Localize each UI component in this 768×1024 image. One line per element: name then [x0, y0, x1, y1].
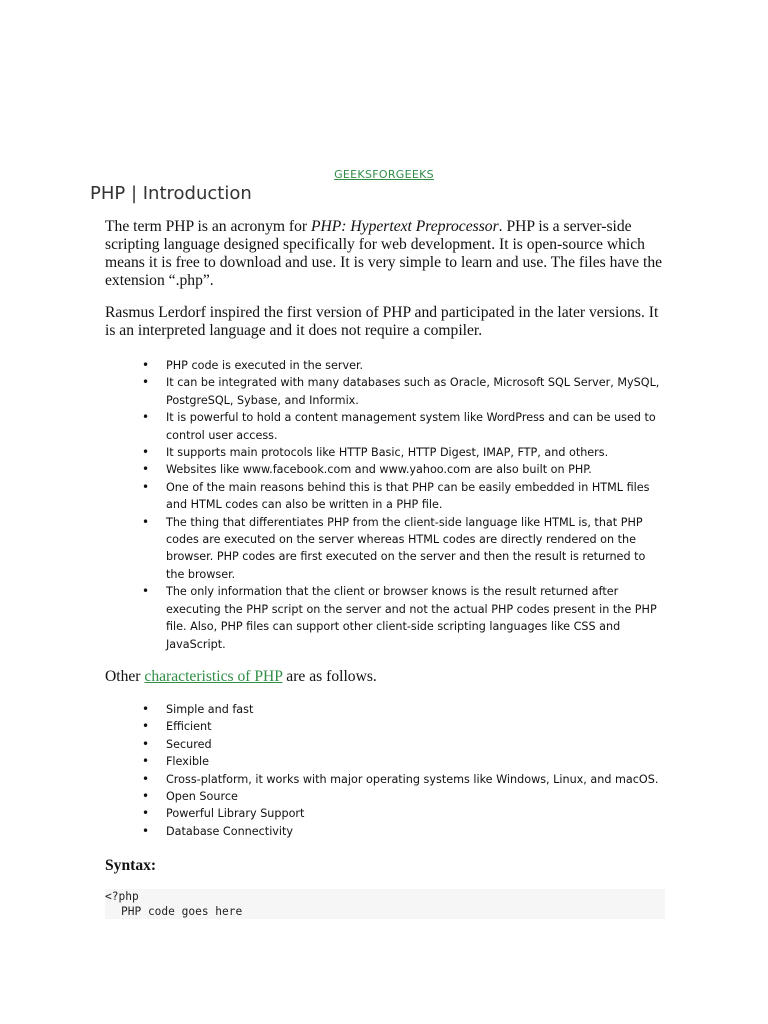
list-item: • It is powerful to hold a content management system like WordPress and can be used to control user access.	[105, 409, 665, 444]
code-block	[105, 889, 665, 919]
list-item: • Database Connectivity	[105, 823, 665, 840]
list-item: • Secured	[105, 736, 665, 753]
acronym-expansion: PHP: Hypertext Preprocessor	[311, 218, 499, 235]
list-item: • One of the main reasons behind this is that PHP can be easily embedded in HTML files and HTML codes can also be written in a PHP file.	[105, 479, 665, 514]
syntax-heading: Syntax:	[105, 857, 157, 875]
list-item: • The only information that the client or browser knows is the result returned after executing the PHP script on the server and not the actual PHP codes present in the PHP file. Also, PHP files can support other client-side scripting languages like CSS and JavaScript.	[105, 583, 665, 653]
history-paragraph: Rasmus Lerdorf inspired the first version of PHP and participated in the later versions. It is an interpreted language and it does not require a compiler.	[105, 304, 659, 339]
characteristics-intro	[105, 668, 665, 686]
list-item: • Flexible	[105, 753, 665, 770]
list-item: • Simple and fast	[105, 701, 665, 718]
intro-text-end: . PHP is a server-side scripting language designed specifically for web development. It is open-source which means it is free to download and use. It is very simple to learn and use. The files have the extension “.php”.	[105, 218, 663, 289]
list-item: • The thing that differentiates PHP from the client-side language like HTML is, that PHP codes are executed on the server whereas HTML codes are directly rendered on the browser. PHP codes are first executed on the server and then the result is returned to the browser.	[105, 514, 665, 584]
code-line: PHP code goes here	[121, 905, 243, 919]
code-line: <?php	[105, 890, 139, 904]
list-item: • Efficient	[105, 718, 665, 735]
list-item: • It can be integrated with many databases such as Oracle, Microsoft SQL Server, MySQL, PostgreSQL, Sybase, and Informix.	[105, 374, 665, 409]
list-item: • It supports main protocols like HTTP Basic, HTTP Digest, IMAP, FTP, and others.	[105, 444, 665, 461]
list-item: • Cross-platform, it works with major operating systems like Windows, Linux, and macOS.	[105, 771, 665, 788]
characteristics-intro-before: Other	[105, 667, 145, 685]
page-title: PHP | Introduction	[90, 183, 252, 204]
list-item: • Powerful Library Support	[105, 805, 665, 822]
intro-paragraph	[105, 218, 665, 290]
intro-text-start: The term PHP is an acronym for	[105, 218, 311, 235]
site-link[interactable]: GEEKSFORGEEKS	[334, 168, 434, 181]
list-item: • Open Source	[105, 788, 665, 805]
features-list	[105, 357, 665, 653]
characteristics-intro-after: are as follows.	[282, 667, 377, 685]
list-item: • PHP code is executed in the server.	[105, 357, 665, 374]
characteristics-link[interactable]: characteristics of PHP	[144, 667, 283, 685]
site-header	[0, 165, 768, 183]
list-item: • Websites like www.facebook.com and www.yahoo.com are also built on PHP.	[105, 461, 665, 478]
article-content	[105, 218, 665, 919]
characteristics-list	[105, 701, 665, 840]
